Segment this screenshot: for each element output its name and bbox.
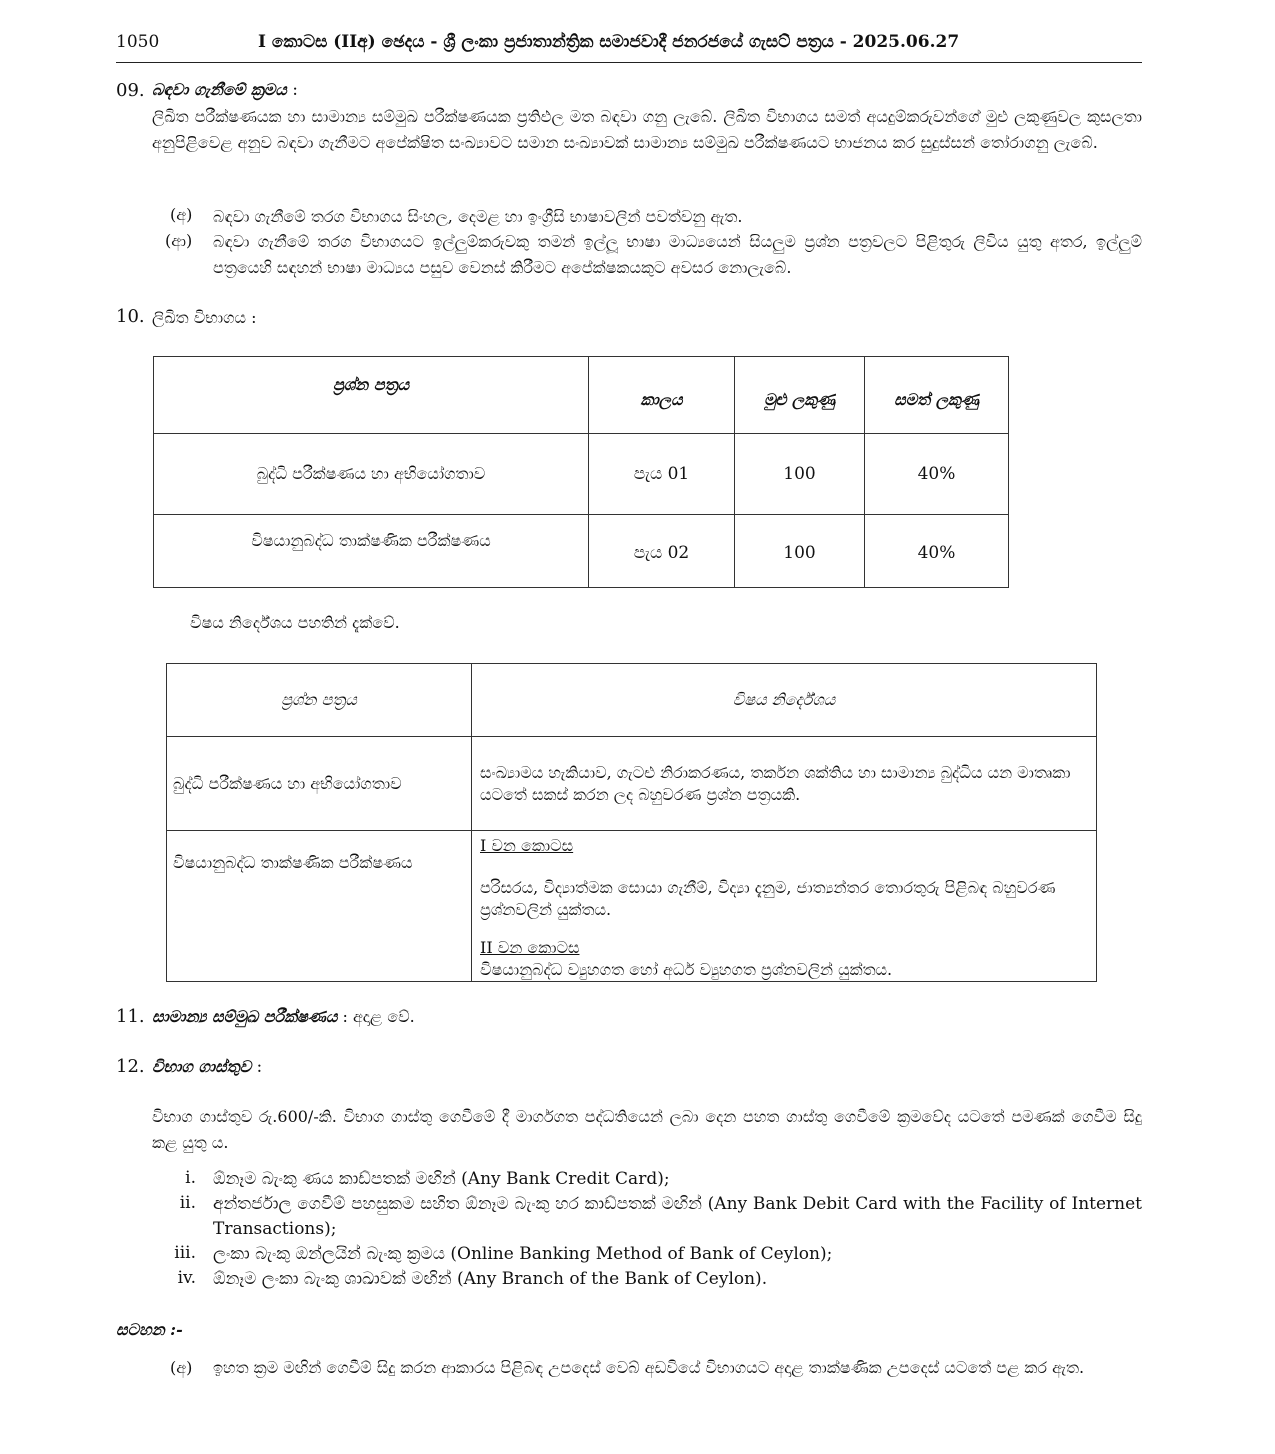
payment-item-text: ලංකා බැංකු ඔන්ලයින් බැංකු ක්‍රමය (Online Banking Method of Bank of Ceylon); xyxy=(213,1244,833,1264)
table-row xyxy=(167,737,1097,831)
table-cell: 40% xyxy=(865,434,1009,515)
exam-papers-table xyxy=(153,356,1009,588)
section-12-heading-line xyxy=(152,1057,262,1077)
part-1-title: I වන කොටස xyxy=(480,836,574,855)
table-row xyxy=(154,434,1009,515)
table-cell: බුද්ධි පරීක්ෂණය හා අභියෝගතාව xyxy=(167,737,472,831)
table-header-row xyxy=(167,664,1097,737)
section-11-number: 11. xyxy=(116,1006,145,1027)
payment-item-label: iii. xyxy=(174,1243,196,1263)
section-09-heading xyxy=(152,80,298,100)
note-heading: සටහන :- xyxy=(116,1320,183,1339)
table-header-row xyxy=(154,357,1009,434)
section-09-heading-colon: : xyxy=(286,80,298,100)
table-cell: පැය 01 xyxy=(589,434,735,515)
col-header-pass-marks: සමත් ලකුණු xyxy=(865,357,1009,434)
section-09-item-a-text: බඳවා ගැනීමේ තරග විභාගය සිංහල, දෙමළ හා ඉංග්‍රීසි භාෂාවලින් පවත්වනු ඇත. xyxy=(213,207,743,226)
section-09-heading-text: බඳවා ගැනීමේ ක්‍රමය xyxy=(152,80,287,99)
table-cell: බුද්ධි පරීක්ෂණය හා අභියෝගතාව xyxy=(154,434,589,515)
section-12-heading: විභාග ගාස්තුව xyxy=(152,1057,252,1076)
gazette-header-title: I කොටස (IIඅ) ඡෙදය - ශ්‍රී ලංකා ප්‍රජාතාන්ත්‍රික සමාජවාදී ජනරජයේ ගැසට් පත්‍රය - 2025.06.27 xyxy=(258,32,960,52)
payment-item-text: අන්තර්ජාල ගෙවීම් පහසුකම සහිත ඕනෑම බැංකු හර කාඩ්පතක් මඟින් (Any Bank Debit Card with the Facility of Internet Transactions); xyxy=(213,1194,1142,1239)
section-09-item-aa-label: (ආ) xyxy=(165,231,193,250)
section-11-heading: සාමාන්‍ය සම්මුඛ පරීක්ෂණය xyxy=(152,1007,338,1026)
section-09-item-a-label: (අ) xyxy=(170,205,193,224)
table-cell: සංඛ්‍යාමය හැකියාව, ගැටළු නිරාකරණය, තර්කන ශක්තිය හා සාමාන්‍ය බුද්ධිය යන මාතෘකා යටතේ සකස් කරන ලද බහුවරණ ප්‍රශ්න පත්‍රයකි. xyxy=(472,737,1097,831)
table-cell: පැය 02 xyxy=(589,515,735,588)
col-header-syllabus: විෂය නිර්දේශය xyxy=(472,664,1097,737)
syllabus-table xyxy=(166,663,1097,982)
payment-item-label: ii. xyxy=(179,1193,196,1213)
section-12-heading-colon: : xyxy=(251,1057,263,1077)
col-header-paper: ප්‍රශ්න පත්‍රය xyxy=(167,664,472,737)
section-11-line xyxy=(152,1007,415,1027)
payment-item-label: iv. xyxy=(177,1268,196,1288)
payment-item-text: ඕනෑම ලංකා බැංකු ශාඛාවක් මඟින් (Any Branch of the Bank of Ceylon). xyxy=(213,1269,768,1289)
section-12-number: 12. xyxy=(116,1056,145,1077)
section-09-paragraph: ලිඛිත පරීක්ෂණයක හා සාමාන්‍ය සම්මුඛ පරීක්ෂණයක ප්‍රතිඵල මත බඳවා ගනු ලැබේ. ලිඛිත විභාගය සමත් අයදුම්කරුවන්ගේ මුළු ලකුණුවල කුසලතා අනුපිළිවෙළ අනුව බඳවා ගැනීමට අපේක්ෂිත සංඛ්‍යාවට සමාන සංඛ්‍යාවක් සාමාන්‍ය සම්මුඛ පරීක්ෂණයට භාජනය කර සුදුස්සන් තෝරාගනු ලැබේ. xyxy=(152,107,1142,152)
section-10-heading: ලිඛිත විභාගය : xyxy=(152,308,257,327)
table-cell: විෂයානුබද්ධ තාක්ෂණික පරීක්ෂණය xyxy=(154,515,589,588)
table-cell: 100 xyxy=(735,515,865,588)
part-2-title: II වන කොටස xyxy=(480,938,580,957)
note-item-a-text: ඉහත ක්‍රම මඟින් ගෙවීම් සිදු කරන ආකාරය පිළිබඳ උපදෙස් වෙබ් අඩවියේ විභාගයට අදාළ තාක්ෂණික උපදෙස් යටතේ පළ කර ඇත. xyxy=(213,1358,1085,1377)
part-2-text: විෂයානුබද්ධ ව්‍යුහගත හෝ අර්ධ ව්‍යුහගත ප්‍රශ්නවලින් යුක්තය. xyxy=(480,960,893,979)
section-09-number: 09. xyxy=(116,80,145,101)
col-header-paper: ප්‍රශ්න පත්‍රය xyxy=(154,357,589,434)
section-11-text: : අදාළ වේ. xyxy=(337,1007,415,1026)
syllabus-intro: විෂය නිර්දේශය පහතින් දැක්වේ. xyxy=(190,613,400,632)
section-09-item-aa-text: බඳවා ගැනීමේ තරග විභාගයට ඉල්ලුම්කරුවකු තමන් ඉල්ලූ භාෂා මාධ්‍යයෙන් සියලුම ප්‍රශ්න පත්‍රවලට පිළිතුරු ලිවිය යුතු අතර, ඉල්ලුම් පත්‍රයෙහි සඳහන් භාෂා මාධ්‍යය පසුව වෙනස් කිරීමට අපේක්ෂකයකුට අවසර නොලැබේ. xyxy=(213,232,1142,277)
note-item-a-label: (අ) xyxy=(170,1358,193,1377)
payment-item-label: i. xyxy=(185,1168,196,1188)
col-header-duration: කාලය xyxy=(589,357,735,434)
col-header-total-marks: මුළු ලකුණු xyxy=(735,357,865,434)
part-1-text: පරිසරය, විද්‍යාත්මක සොයා ගැනීම්, විද්‍යා දැනුම, ජාත්‍යන්තර තොරතුරු පිළිබඳ බහුවරණ ප්‍රශ්නවලින් යුක්තය. xyxy=(480,878,1056,919)
table-cell: 40% xyxy=(865,515,1009,588)
table-cell: 100 xyxy=(735,434,865,515)
table-row xyxy=(167,831,1097,982)
header-rule xyxy=(116,62,1142,63)
section-10-number: 10. xyxy=(116,306,145,327)
table-cell: විෂයානුබද්ධ තාක්ෂණික පරීක්ෂණය xyxy=(167,831,472,982)
table-cell-syllabus-parts xyxy=(472,831,1097,982)
section-12-paragraph: විභාග ගාස්තුව රු.600/-කි. විභාග ගාස්තු ගෙවීමේ දී මාර්ගගත පද්ධතියෙන් ලබා දෙන පහත ගාස්තු ගෙවීමේ ක්‍රමවේද යටතේ පමණක් ගෙවීම සිදු කළ යුතු ය. xyxy=(152,1107,1142,1152)
page-number: 1050 xyxy=(116,32,160,52)
payment-item-text: ඕනෑම බැංකු ණය කාඩ්පතක් මඟින් (Any Bank Credit Card); xyxy=(213,1169,670,1189)
table-row xyxy=(154,515,1009,588)
